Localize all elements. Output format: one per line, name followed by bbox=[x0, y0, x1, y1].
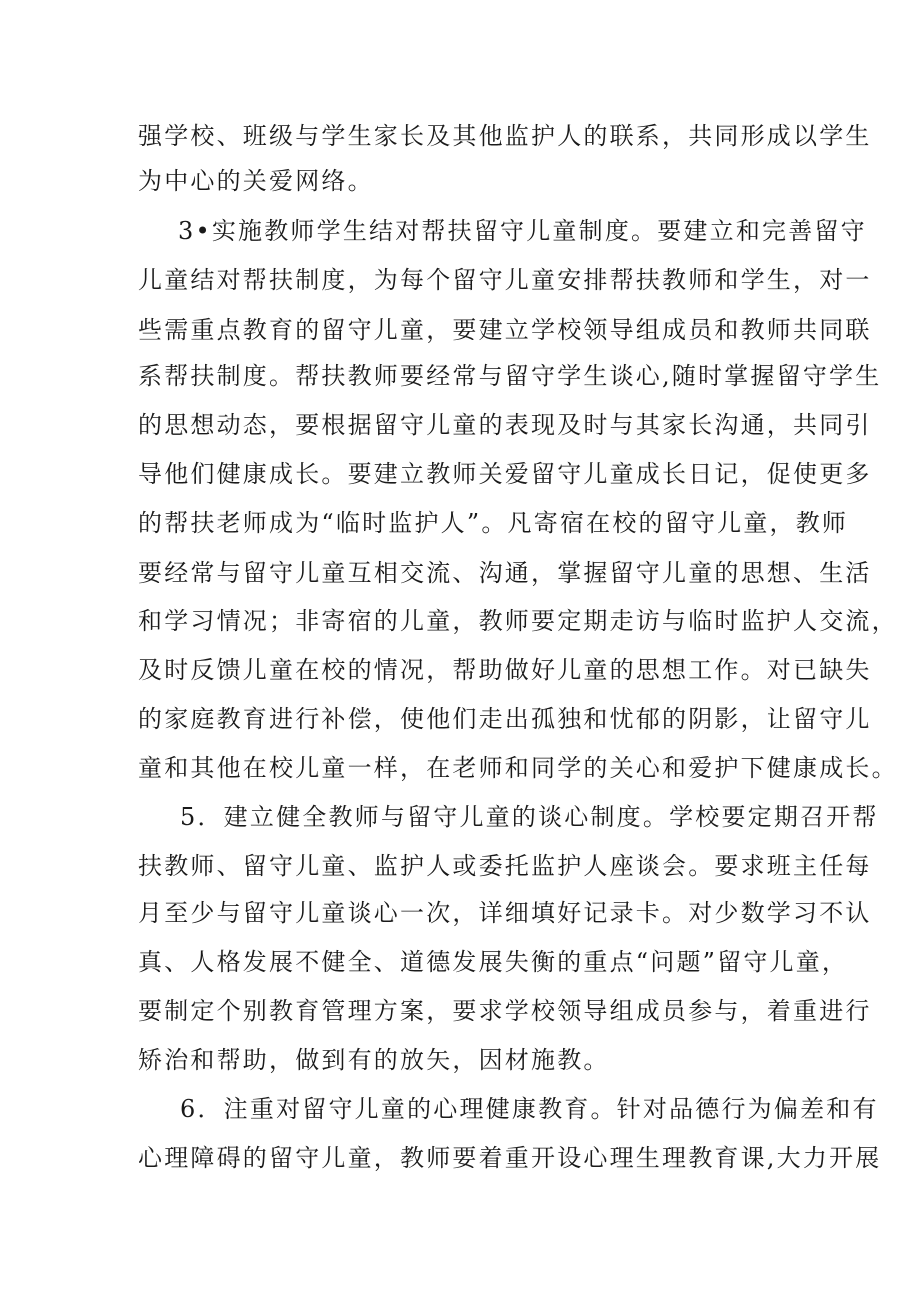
text-line: 强学校、班级与学生家长及其他监护人的联系，共同形成以学生 bbox=[138, 122, 872, 150]
paragraph-6-start: 6．注重对留守儿童的心理健康教育。针对品德行为偏差和有 bbox=[180, 1095, 879, 1123]
text-line: 童和其他在校儿童一样，在老师和同学的关心和爱护下健康成长。 bbox=[138, 754, 898, 782]
text-line: 心理障碍的留守儿童，教师要着重开设心理生理教育课,大力开展 bbox=[138, 1144, 882, 1172]
text-line: 的思想动态，要根据留守儿童的表现及时与其家长沟通，共同引 bbox=[138, 411, 872, 439]
text-line: 些需重点教育的留守儿童，要建立学校领导组成员和教师共同联 bbox=[138, 316, 872, 344]
text-line: 月至少与留守儿童谈心一次，详细填好记录卡。对少数学习不认 bbox=[138, 899, 872, 927]
text-line: 为中心的关爱网络。 bbox=[138, 167, 374, 195]
text-line: 矫治和帮助，做到有的放矢，因材施教。 bbox=[138, 1046, 610, 1074]
text-line: 真、人格发展不健全、道德发展失衡的重点“问题”留守儿童， bbox=[138, 948, 849, 976]
text-line: 的家庭教育进行补偿，使他们走出孤独和忧郁的阴影，让留守儿 bbox=[138, 705, 872, 733]
text-line: 系帮扶制度。帮扶教师要经常与留守学生谈心,随时掌握留守学生 bbox=[138, 362, 882, 390]
paragraph-3-start: 3•实施教师学生结对帮扶留守儿童制度。要建立和完善留守 bbox=[178, 217, 867, 245]
text-line: 扶教师、留守儿童、监护人或委托监护人座谈会。要求班主任每 bbox=[138, 852, 872, 880]
text-line: 要经常与留守儿童互相交流、沟通，掌握留守儿童的思想、生活 bbox=[138, 559, 872, 587]
text-line: 和学习情况；非寄宿的儿童，教师要定期走访与临时监护人交流， bbox=[138, 607, 898, 635]
text-line: 及时反馈儿童在校的情况，帮助做好儿童的思想工作。对已缺失 bbox=[138, 656, 872, 684]
text-line: 儿童结对帮扶制度，为每个留守儿童安排帮扶教师和学生，对一 bbox=[138, 266, 872, 294]
text-line: 要制定个别教育管理方案，要求学校领导组成员参与，着重进行 bbox=[138, 997, 872, 1025]
text-line: 导他们健康成长。要建立教师关爱留守儿童成长日记，促使更多 bbox=[138, 460, 872, 488]
text-line: 的帮扶老师成为“临时监护人”。凡寄宿在校的留守儿童，教师 bbox=[138, 509, 849, 537]
paragraph-5-start: 5．建立健全教师与留守儿童的谈心制度。学校要定期召开帮 bbox=[180, 803, 879, 831]
